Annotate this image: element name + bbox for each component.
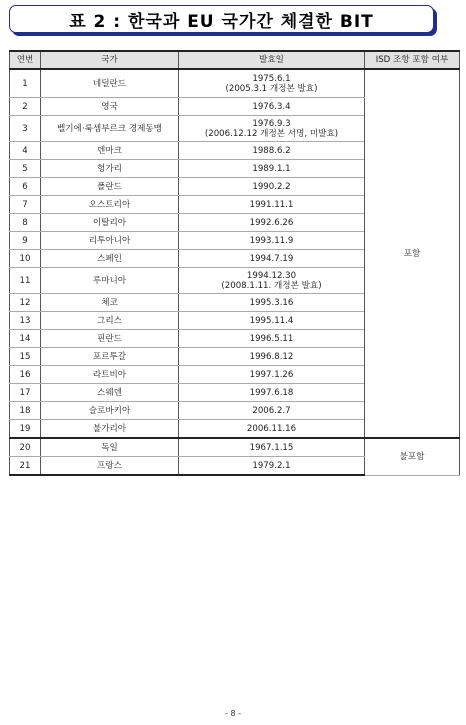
row-number: 18: [10, 402, 41, 420]
table-header-row: [10, 51, 460, 69]
effective-date-main: 1975.6.1: [252, 73, 291, 84]
header-date: 발효일: [179, 51, 365, 69]
effective-date: [179, 116, 365, 142]
effective-date: [179, 178, 365, 196]
country-name: 루마니아: [41, 268, 179, 294]
effective-date: [179, 268, 365, 294]
row-number: 14: [10, 330, 41, 348]
effective-date-main: 1989.1.1: [252, 163, 291, 174]
effective-date: [179, 294, 365, 312]
effective-date-main: 1997.6.18: [249, 387, 294, 398]
effective-date: [179, 348, 365, 366]
row-number: 20: [10, 438, 41, 457]
effective-date-main: 1993.11.9: [249, 235, 294, 246]
row-number: 6: [10, 178, 41, 196]
effective-date: [179, 402, 365, 420]
country-name: 핀란드: [41, 330, 179, 348]
country-name: 슬로바키아: [41, 402, 179, 420]
row-number: 15: [10, 348, 41, 366]
table-title: 표 2 : 한국과 EU 국가간 체결한 BIT: [69, 11, 374, 32]
row-number: 5: [10, 160, 41, 178]
effective-date: [179, 160, 365, 178]
effective-date-main: 2006.11.16: [246, 423, 297, 434]
country-name: 이탈리아: [41, 214, 179, 232]
effective-date: [179, 214, 365, 232]
effective-date: [179, 232, 365, 250]
effective-date-main: 1967.1.15: [249, 442, 294, 453]
effective-date-main: 1996.5.11: [249, 333, 294, 344]
country-name: 그리스: [41, 312, 179, 330]
effective-date-main: 1976.9.3: [252, 118, 291, 129]
effective-date-main: 1996.8.12: [249, 351, 294, 362]
country-name: 헝가리: [41, 160, 179, 178]
row-number: 11: [10, 268, 41, 294]
effective-date: [179, 330, 365, 348]
effective-date-note: (2005.3.1 개정본 발효): [225, 83, 318, 94]
country-name: 라트비아: [41, 366, 179, 384]
table-row: [10, 438, 460, 457]
country-name: 포르투갈: [41, 348, 179, 366]
country-name: 체코: [41, 294, 179, 312]
country-name: 영국: [41, 98, 179, 116]
effective-date: [179, 142, 365, 160]
effective-date-main: 1988.6.2: [252, 145, 291, 156]
country-name: 오스트리아: [41, 196, 179, 214]
row-number: 21: [10, 457, 41, 476]
row-number: 4: [10, 142, 41, 160]
row-number: 2: [10, 98, 41, 116]
row-number: 16: [10, 366, 41, 384]
effective-date-main: 1995.11.4: [249, 315, 294, 326]
row-number: 13: [10, 312, 41, 330]
page-number: - 8 -: [225, 709, 241, 718]
country-name: 스웨덴: [41, 384, 179, 402]
title-box: [9, 5, 434, 33]
country-name: 프랑스: [41, 457, 179, 476]
header-country: 국가: [41, 51, 179, 69]
effective-date-main: 1995.3.16: [249, 297, 294, 308]
bit-table: [9, 50, 460, 476]
effective-date: [179, 312, 365, 330]
table-row: [10, 69, 460, 98]
effective-date: [179, 250, 365, 268]
effective-date-main: 1997.1.26: [249, 369, 294, 380]
row-number: 7: [10, 196, 41, 214]
header-num: 연번: [10, 51, 41, 69]
country-name: 독일: [41, 438, 179, 457]
header-isd: ISD 조항 포함 여부: [365, 51, 460, 69]
country-name: 벨기에·룩셈부르크 경제동맹: [41, 116, 179, 142]
effective-date: [179, 384, 365, 402]
country-name: 폴란드: [41, 178, 179, 196]
row-number: 9: [10, 232, 41, 250]
row-number: 17: [10, 384, 41, 402]
effective-date-main: 1994.7.19: [249, 253, 294, 264]
row-number: 10: [10, 250, 41, 268]
effective-date: [179, 457, 365, 476]
effective-date-main: 1991.11.1: [249, 199, 294, 210]
effective-date: [179, 69, 365, 98]
row-number: 8: [10, 214, 41, 232]
effective-date-main: 1992.6.26: [249, 217, 294, 228]
effective-date: [179, 98, 365, 116]
effective-date-main: 1990.2.2: [252, 181, 291, 192]
effective-date-note: (2008.1.11. 개정본 발효): [221, 280, 322, 291]
effective-date: [179, 420, 365, 439]
country-name: 네덜란드: [41, 69, 179, 98]
effective-date: [179, 438, 365, 457]
row-number: 12: [10, 294, 41, 312]
country-name: 스페인: [41, 250, 179, 268]
effective-date-note: (2006.12.12 개정본 서명, 미발효): [204, 128, 339, 139]
country-name: 덴마크: [41, 142, 179, 160]
country-name: 불가리아: [41, 420, 179, 439]
isd-not-included-cell: 불포함: [365, 438, 460, 475]
row-number: 1: [10, 69, 41, 98]
effective-date: [179, 196, 365, 214]
isd-included-cell: 포함: [365, 69, 460, 438]
row-number: 19: [10, 420, 41, 439]
effective-date-main: 1994.12.30: [246, 270, 297, 281]
effective-date-main: 1979.2.1: [252, 460, 291, 471]
effective-date-main: 1976.3.4: [252, 101, 291, 112]
effective-date-main: 2006.2.7: [252, 405, 291, 416]
country-name: 리투아니아: [41, 232, 179, 250]
effective-date: [179, 366, 365, 384]
row-number: 3: [10, 116, 41, 142]
